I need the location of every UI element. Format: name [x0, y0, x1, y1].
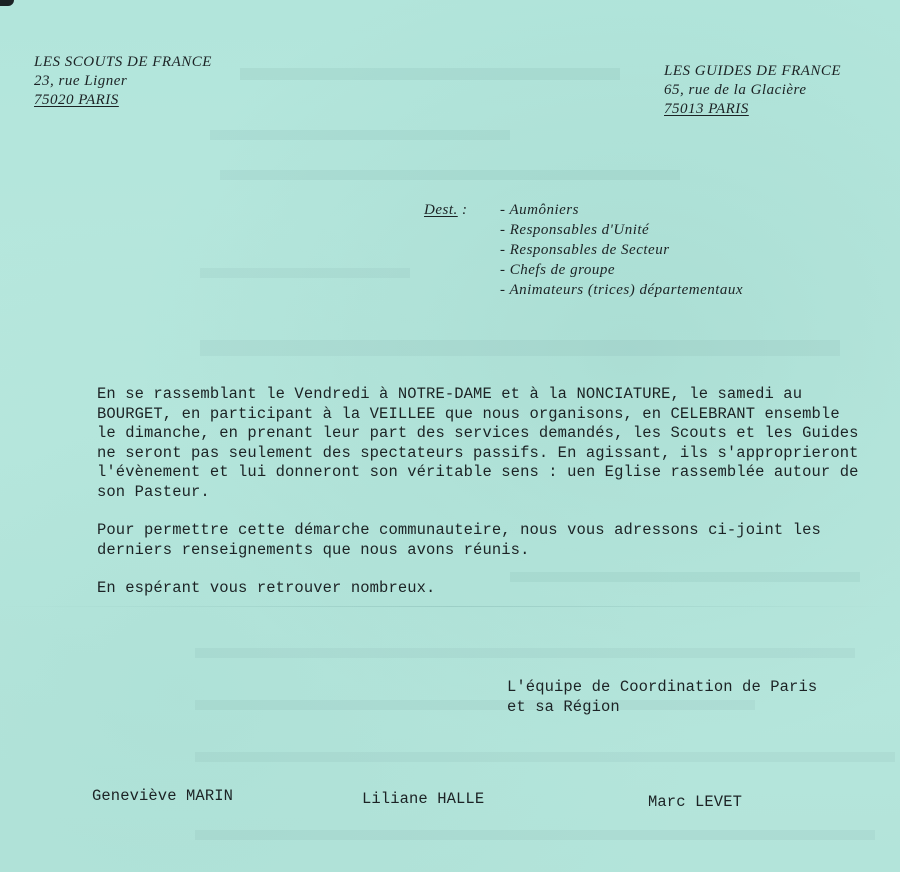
sender-right-city: 75013 PARIS — [664, 101, 749, 117]
recipient-item: - Chefs de groupe — [500, 262, 616, 278]
body-line: son Pasteur. — [97, 482, 210, 501]
show-through-mark — [195, 648, 855, 658]
ink-smudge — [0, 0, 14, 6]
signature-name: Geneviève MARIN — [92, 787, 234, 805]
body-paragraph-1 — [97, 385, 859, 502]
body-line: Pour permettre cette démarche communauteire, nous vous adressons ci-joint les — [97, 521, 821, 539]
show-through-mark — [195, 830, 875, 840]
recipients-list — [500, 201, 743, 301]
closing-block — [507, 678, 817, 717]
recipient-item: - Aumôniers — [500, 202, 579, 218]
recipient-item: - Responsables d'Unité — [500, 222, 650, 238]
body-line: En se rassemblant le Vendredi à NOTRE-DAME et à la NONCIATURE, le samedi au — [97, 385, 803, 403]
sender-address-right — [664, 62, 841, 119]
letter-body — [97, 385, 859, 618]
closing-team: L'équipe de Coordination de Paris — [507, 678, 818, 696]
recipients-label-text: Dest. — [424, 202, 458, 218]
show-through-mark — [210, 130, 510, 140]
sender-left-city: 75020 PARIS — [34, 92, 119, 108]
recipients-label — [424, 201, 468, 220]
show-through-mark — [200, 268, 410, 278]
body-line: ne seront pas seulement des spectateurs passifs. En agissant, ils s'approprieront — [97, 443, 859, 462]
body-line: BOURGET, en participant à la VEILLEE que nous organisons, en CELEBRANT ensemble — [97, 404, 840, 423]
show-through-mark — [200, 340, 840, 356]
body-line: le dimanche, en prenant leur part des services demandés, les Scouts et les Guides — [97, 424, 859, 442]
recipients-label-separator: : — [457, 202, 468, 218]
body-paragraph-2 — [97, 521, 859, 560]
sender-right-org: LES GUIDES DE FRANCE — [664, 63, 842, 79]
signature-name: Liliane HALLE — [362, 790, 485, 808]
recipient-item: - Responsables de Secteur — [500, 242, 670, 258]
recipient-item: - Animateurs (trices) départementaux — [500, 282, 744, 298]
body-paragraph-3 — [97, 579, 859, 599]
sender-address-left — [34, 53, 212, 110]
body-line: l'évènement et lui donneront son véritable sens : uen Eglise rassemblée autour de — [97, 463, 859, 481]
signature-name: Marc LEVET — [648, 793, 743, 811]
sender-left-org: LES SCOUTS DE FRANCE — [34, 54, 212, 70]
show-through-mark — [220, 170, 680, 180]
body-line: derniers renseignements que nous avons réunis. — [97, 540, 530, 559]
body-line: En espérant vous retrouver nombreux. — [97, 579, 436, 597]
sender-left-street: 23, rue Ligner — [34, 73, 128, 89]
show-through-mark — [240, 68, 620, 80]
closing-region: et sa Région — [507, 697, 620, 716]
show-through-mark — [195, 752, 895, 762]
sender-right-street: 65, rue de la Glacière — [664, 82, 807, 98]
